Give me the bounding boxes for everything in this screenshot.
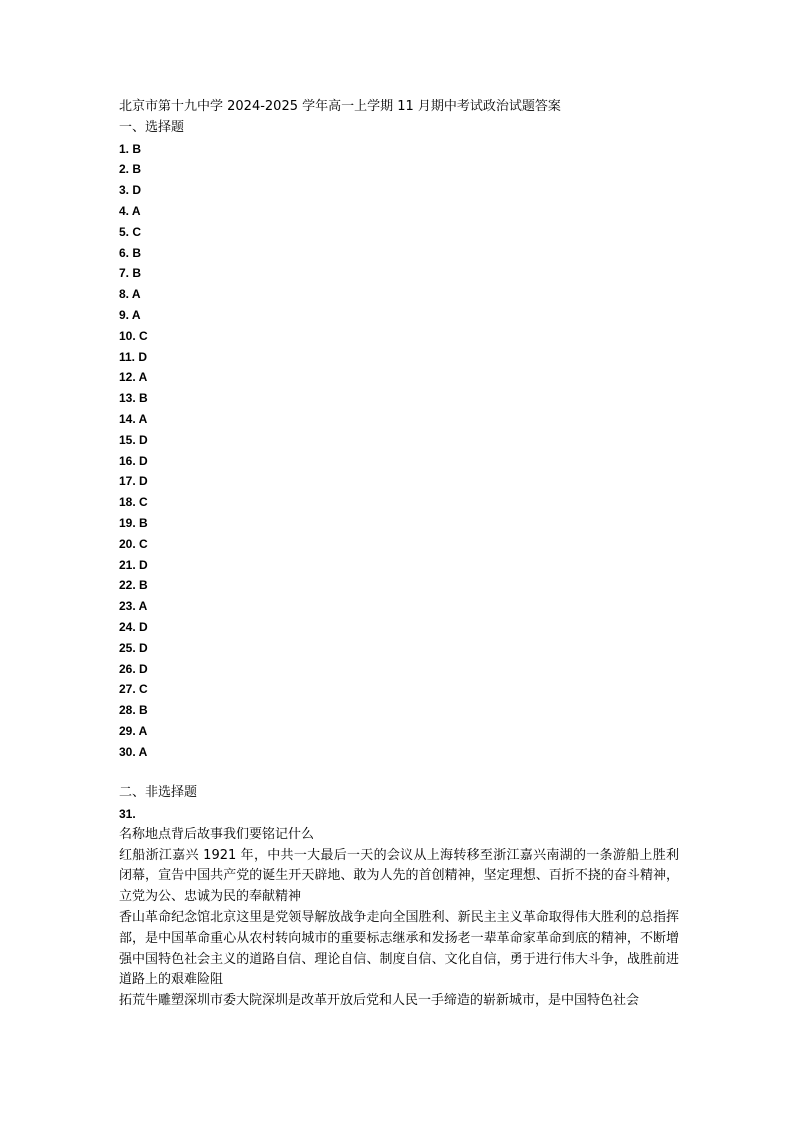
answer-item: 25. D	[119, 640, 148, 655]
answer-item: 7. B	[119, 266, 142, 281]
answer-item: 17. D	[119, 474, 148, 489]
answer-item: 20. C	[119, 536, 148, 551]
question-31-number: 31.	[119, 807, 136, 822]
answer-item: 28. B	[119, 703, 148, 718]
answer-item: 8. A	[119, 287, 141, 302]
answer-item: 21. D	[119, 557, 148, 572]
answer-item: 14. A	[119, 411, 148, 426]
table-row: 红船浙江嘉兴 1921 年，中共一大最后一天的会议从上海转移至浙江嘉兴南湖的一条游船上胜利闭幕，宣告中国共产党的诞生开天辟地、敢为人先的首创精神，坚定理想、百折不挠的奋斗精神，立党为公、忠诚为民的奉献精神	[119, 847, 679, 905]
answer-item: 9. A	[119, 307, 141, 322]
section-heading-non-choice: 二、非选择题	[119, 785, 198, 801]
answer-item: 30. A	[119, 744, 148, 759]
answer-item: 22. B	[119, 578, 148, 593]
answer-item: 5. C	[119, 224, 142, 239]
answer-item: 19. B	[119, 515, 148, 530]
section-heading-multiple-choice: 一、选择题	[119, 119, 185, 135]
answer-item: 13. B	[119, 391, 148, 406]
answer-item: 26. D	[119, 661, 148, 676]
answer-item: 3. D	[119, 183, 142, 198]
answer-item: 27. C	[119, 682, 148, 697]
answer-item: 12. A	[119, 370, 148, 385]
answer-item: 11. D	[119, 349, 148, 364]
answer-list	[119, 139, 679, 763]
answer-item: 6. B	[119, 245, 142, 260]
answer-item: 1. B	[119, 141, 142, 156]
question-number	[119, 804, 679, 825]
answer-item: 4. A	[119, 203, 141, 218]
answer-item: 29. A	[119, 723, 148, 738]
answer-item: 10. C	[119, 328, 148, 343]
document-title: 北京市第十九中学 2024-2025 学年高一上学期 11 月期中考试政治试题答案	[119, 99, 561, 114]
table-row: 香山革命纪念馆北京这里是党领导解放战争走向全国胜利、新民主主义革命取得伟大胜利的总指挥部，是中国革命重心从农村转向城市的重要标志继承和发扬老一辈革命家革命到底的精神，不断增强中国特色社会主义的道路自信、理论自信、制度自信、文化自信，勇于进行伟大斗争，战胜前进道路上的艰难险阻	[119, 910, 679, 988]
answer-item: 24. D	[119, 619, 148, 634]
answer-item: 2. B	[119, 162, 142, 177]
answer-item: 23. A	[119, 599, 148, 614]
answer-item: 15. D	[119, 432, 148, 447]
table-header: 名称地点背后故事我们要铭记什么	[119, 826, 315, 842]
section-gap	[119, 763, 679, 784]
table-row: 拓荒牛雕塑深圳市委大院深圳是改革开放后党和人民一手缔造的崭新城市，是中国特色社会	[119, 993, 640, 1009]
answer-item: 16. D	[119, 453, 148, 468]
answer-document	[119, 97, 679, 1012]
answer-item: 18. C	[119, 495, 148, 510]
